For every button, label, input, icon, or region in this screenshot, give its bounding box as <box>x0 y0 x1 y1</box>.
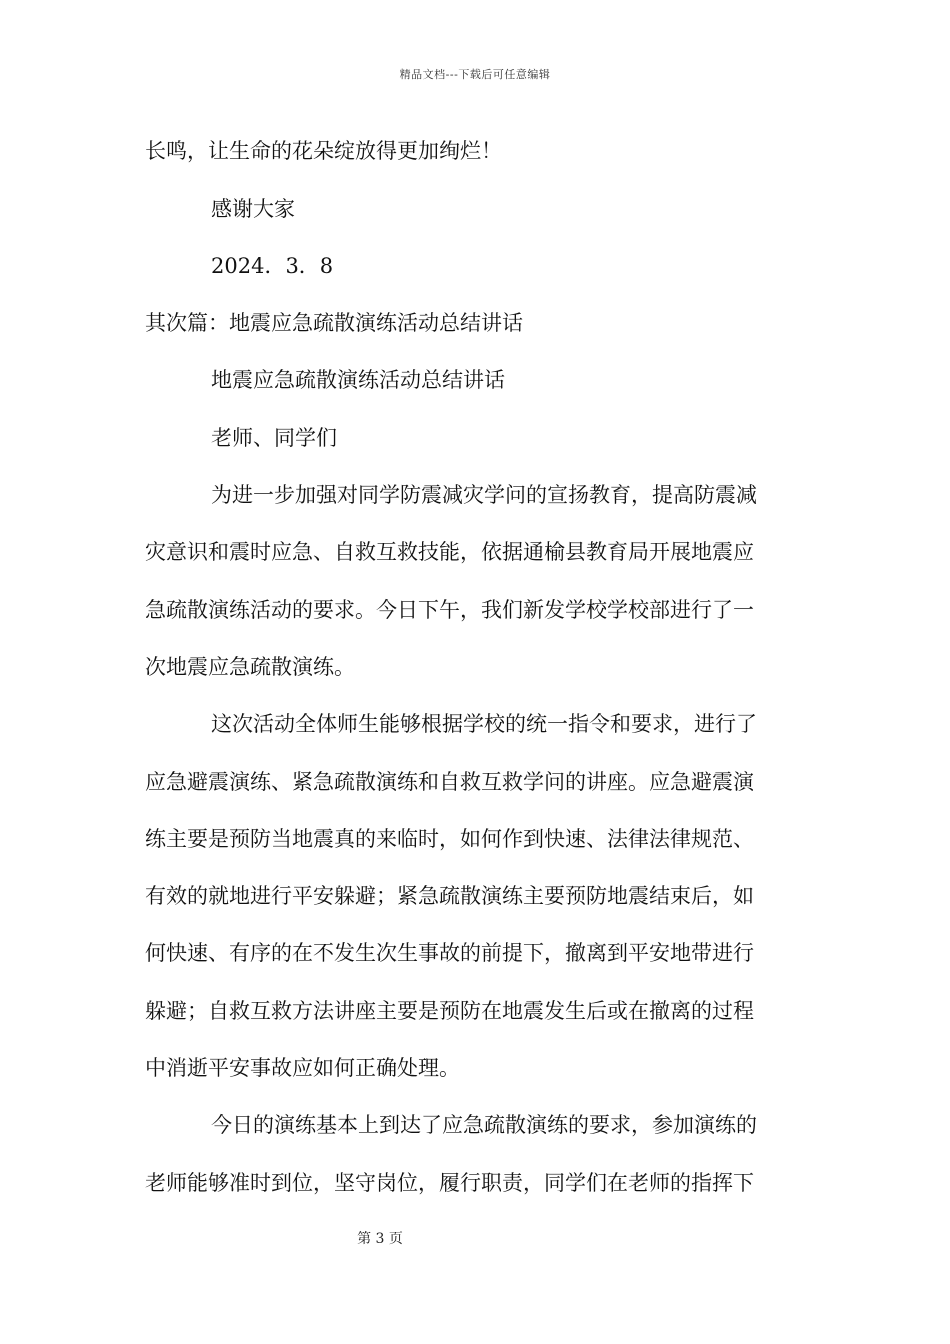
page-header: 精品文档---下载后可任意编辑 <box>399 68 551 81</box>
text-line: 有效的就地进行平安躲避；紧急疏散演练主要预防地震结束后，如 <box>145 884 754 908</box>
text-line: 次地震应急疏散演练。 <box>145 655 355 679</box>
text-line: 长鸣，让生命的花朵绽放得更加绚烂！ <box>145 139 502 163</box>
section-title: 其次篇：地震应急疏散演练活动总结讲话 <box>145 311 523 335</box>
text-line: 2024．3．8 <box>211 254 334 278</box>
text-line: 灾意识和震时应急、自救互救技能，依据通榆县教育局开展地震应 <box>145 540 754 564</box>
text-line: 躲避；自救互救方法讲座主要是预防在地震发生后或在撤离的过程 <box>145 999 754 1023</box>
text-line: 感谢大家 <box>211 197 295 221</box>
text-line: 练主要是预防当地震真的来临时，如何作到快速、法律法律规范、 <box>145 827 754 851</box>
salutation: 老师、同学们 <box>211 426 337 450</box>
text-line: 老师能够准时到位，坚守岗位，履行职责，同学们在老师的指挥下 <box>145 1171 754 1195</box>
text-line: 今日的演练基本上到达了应急疏散演练的要求，参加演练的 <box>211 1113 757 1137</box>
text-line: 何快速、有序的在不发生次生事故的前提下，撤离到平安地带进行 <box>145 941 754 965</box>
text-line: 应急避震演练、紧急疏散演练和自救互救学问的讲座。应急避震演 <box>145 770 754 794</box>
text-line: 中消逝平安事故应如何正确处理。 <box>145 1056 460 1080</box>
page-number: 第 3 页 <box>357 1231 403 1247</box>
article-title: 地震应急疏散演练活动总结讲话 <box>211 368 505 392</box>
text-line: 为进一步加强对同学防震减灾学问的宣扬教育，提高防震减 <box>211 483 757 507</box>
text-line: 急疏散演练活动的要求。今日下午，我们新发学校学校部进行了一 <box>145 598 754 622</box>
text-line: 这次活动全体师生能够根据学校的统一指令和要求，进行了 <box>211 712 757 736</box>
